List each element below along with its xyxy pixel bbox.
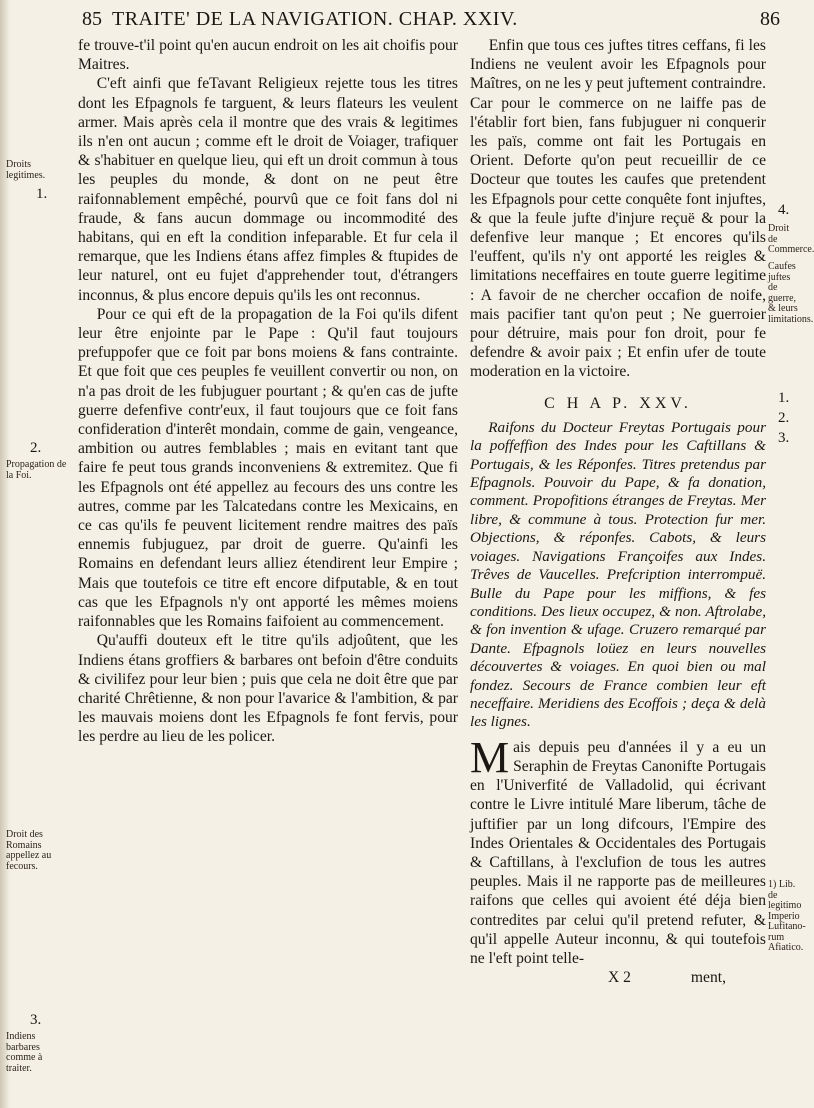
margin-number-4: 4. [778,202,790,218]
left-paragraph-4: Qu'auffi douteux eft le titre qu'ils adjoûtent, que les Indiens étans groffiers & barbares ont befoin d'être conduits & civilifez pour leur bien ; puis que cela ne doit être que par charité Chrêtienne, & non pour l'avarice & l'ambition, & par les mauvais moiens dont les Efpagnols fe font fervis, pour les perdre au lieu de les policer. [78,632,458,746]
right-paragraph-1: Enfin que tous ces juftes titres ceffans, fi les Indiens ne veulent avoir les Efpagnols pour Maîtres, on ne les y peut juftement contraindre. Car pour le commerce on ne laiffe pas de l'établir fort bien, fans fubjuguer ni conquerir les païs, comme ont fait les Portugais en Orient. Deforte qu'on peut recueillir de ce Docteur que toutes les caufes que pretendent les Efpagnols pour cette conquête font injuftes, & que la feule jufte d'injure reçuë & pour la defenfive leur manque ; Et encores qu'ils l'euffent, qu'ils n'y ont apporté les reigles & limitations neceffaires en toute guerre legitime : A favoir de ne chercher occafion de noife, mais pacifier tant qu'on peut ; Ne guerroier pour détruire, mais pour fon droit, pour fe defendre & avoir paix ; Et enfin ufer de toute moderation en la victoire. [470,37,766,381]
left-paragraph-2: C'eft ainfi que feTavant Religieux rejette tous les titres dont les Efpagnols fe targuent, & leurs flateurs les veulent armer. Mais après cela il montre que des vrais & legitimes ils n'en ont aucun ; comme eft le droit de Voiager, trafiquer & s'habituer en quelque lieu, qui eft un droit commun à tous les peuples du monde, & dont on ne peut être raifonnablement empêché, pourvû que ce foit fans dol ni fraude, & fans aucun dommage ou incommodité des habitans, qui en eft la condition infeparable. Et fur cela il remarque, que les Indiens étans affez fimples & ftupides de leur naturel, ont eu fujet d'apprehender tout, d'étrangers inconnus, & plus encore depuis qu'ils les ont reconnus. [78,75,458,304]
signature-mark: X 2 [607,969,631,987]
left-column [78,36,458,747]
margin-note-causes-justes: Caufes juftes de guerre, & leurs limitations. [768,261,814,325]
margin-number-r1: 1. [778,390,790,406]
footnote-lib-de-legitimo: 1) Lib. de legitimo Imperio Lufitano-rum Afiatico. [768,879,806,953]
margin-note-indiens-barbares: Indiens barbares comme à traiter. [6,1031,43,1074]
right-paragraph-2-text: ais depuis peu d'années il y a eu un Seraphin de Freytas Canonifte Portugais en l'Univerfité de Valladolid, qui écrivant contre le Livre intitulé Mare liberum, tâche de juftifier par un long difcours, l'Empire des Indes Orientales & Occidentales des Portugais & Caftillans, à l'exclufion de tous les autres peuples. Mais il ne rapporte pas de meilleures raifons que celles qui avoient été déja bien contredites par celui qu'il pretend refuter, & qu'il appelle Auteur inconnu, & qui toutefois ne l'eft point telle- [470,738,766,967]
chapter-summary: Raifons du Docteur Freytas Portugais pour la poffeffion des Indes pour les Caftillans & Portugais, & les Réponfes. Titres pretendus par Efpagnols. Pouvoir du Pape, & fa donation, comment. Propofitions étranges de Freytas. Mer libre, & commune à tous. Protection fur mer. Objections, & réponfes. Cabots, & leurs voiages. Navigations Françoifes aux Indes. Trêves de Vaucelles. Prefcription interrompuë. Bulle du Pape pour les miffions, & fes conditions. Des lieux occupez, & non. Aftrolabe, & fon invention & ufage. Cruzero remarqué par Dante. Efpagnols loüez en leurs nouvelles découvertes & voiages. En quoi bien ou mal fondez. Secours de France combien leur eft neceffaire. Meridiens des Ecoffois ; deça & delà les lignes. [470,418,766,731]
page-number-right: 86 [760,8,780,30]
margin-number-3: 3. [30,1012,42,1028]
chapter-heading: C H A P. XXV. [544,394,692,412]
signature-line [470,968,766,987]
margin-number-1: 1. [36,186,48,202]
left-paragraph-1: fe trouve-t'il point qu'en aucun endroit on les ait choifis pour Maitres. [78,37,458,74]
running-header [0,8,800,34]
drop-capital: M [470,732,510,782]
right-column [470,36,766,987]
margin-note-droit-commerce: Droit de Commerce. [768,223,814,255]
page-number-left: 85 [82,8,102,30]
margin-note-droits-legitimes: Droits legitimes. [6,159,46,181]
margin-number-r3: 3. [778,430,790,446]
running-title: TRAITE' DE LA NAVIGATION. CHAP. XXIV. [112,8,518,30]
catchword: ment, [690,969,726,987]
right-paragraph-2 [470,732,766,968]
margin-note-propagation-foi: Propagation de la Foi. [6,459,67,481]
margin-note-droit-romains: Droit des Romains appellez au fecours. [6,829,52,872]
left-paragraph-3: Pour ce qui eft de la propagation de la Foi qu'ils difent leur être enjointe par le Pape : Qu'il faut toujours prefuppofer que ce foit par bons moiens & fans contrainte. Et que foit que ces peuples fe veuillent convertir ou non, on n'a pas droit de les fubjuguer pourtant ; & qu'en cas de jufte guerre defenfive contr'eux, il faut toujours que ce foit fans confideration d'interêt mondain, comme de gain, vengeance, ambition ou autres femblables ; mais en evitant tant que faire fe peut tous grands inconveniens & extremitez. Que fi les Efpagnols ont été appellez au fecours des uns contre les autres, comme par les Talcatedans contre les Mexicains, en ce cas qu'ils fe peuvent licitement rendre maitres des païs ennemis fubjuguez, par droit de guerre. Qu'ainfi les Romains en defendant leurs alliez étendirent leur Empire ; Mais que toutefois ce titre eft encore difputable, & en tout cas que les Efpagnols n'y ont apporté les mêmes moiens raifonnables que les Romains faifoient au commencement. [78,305,458,631]
margin-number-2: 2. [30,440,42,456]
margin-number-r2: 2. [778,410,790,426]
